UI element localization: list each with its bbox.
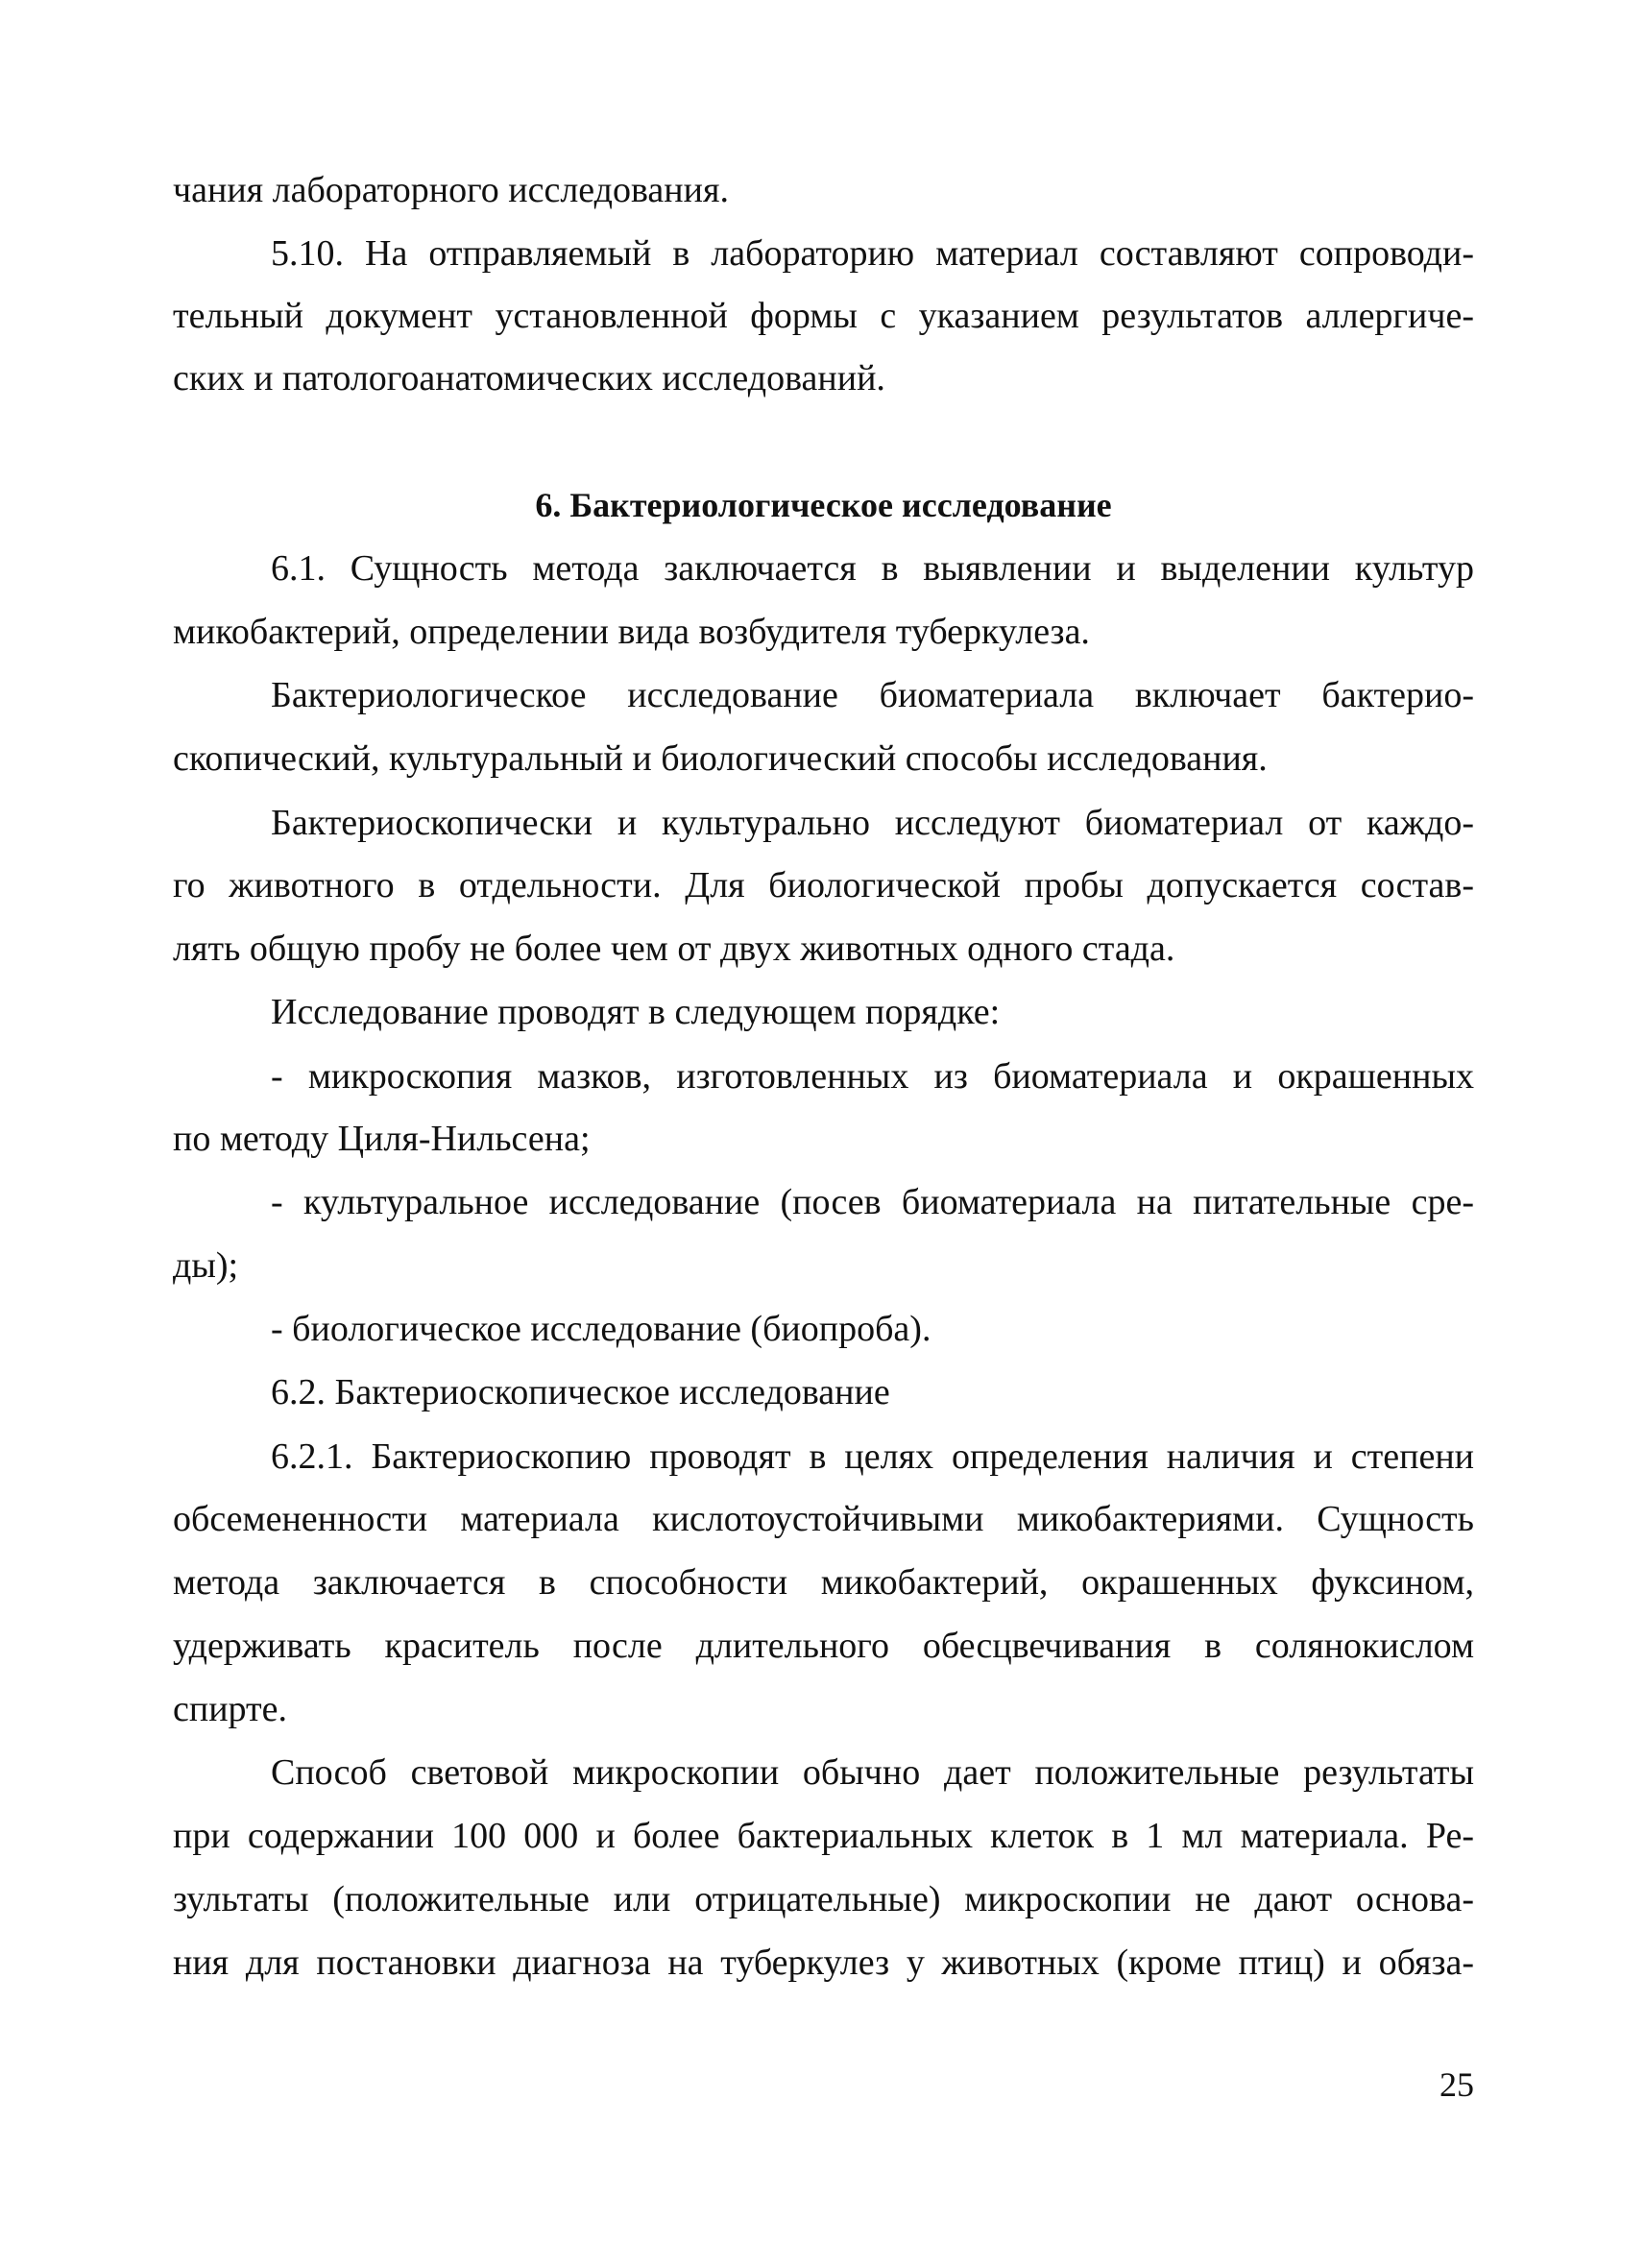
text-line: по методу Циля-Нильсена; [173,1119,591,1159]
section-heading: 6. Бактериологическое исследование [535,486,1112,524]
text-line: 6.1. Сущность метода заключается в выявлении и выделении культур [271,548,1474,589]
text-line: 5.10. На отправляемый в лабораторию материал составляют сопроводи- [271,233,1474,274]
text-line: метода заключается в способности микобактерий, окрашенных фуксином, [173,1562,1474,1603]
text-line: спирте. [173,1689,288,1729]
text-line: Исследование проводят в следующем порядке: [271,992,1001,1032]
text-line: тельный документ установленной формы с указанием результатов аллергиче- [173,296,1474,336]
text-line: Бактериологическое исследование биоматериала включает бактерио- [271,675,1474,715]
text-line: лять общую пробу не более чем от двух животных одного стада. [173,929,1175,969]
text-line: микобактерий, определении вида возбудителя туберкулеза. [173,612,1090,652]
text-line: удерживать краситель после длительного обесцвечивания в солянокислом [173,1626,1474,1666]
text-line: ды); [173,1245,239,1286]
list-item: - микроскопия мазков, изготовленных из биоматериала и окрашенных [271,1056,1474,1097]
subsection-title: 6.2. Бактериоскопическое исследование [271,1372,890,1412]
text-line: го животного в отдельности. Для биологической пробы допускается состав- [173,865,1474,905]
list-item: - биологическое исследование (биопроба). [271,1309,931,1349]
page-number: 25 [1439,2065,1474,2104]
text-line: ния для постановки диагноза на туберкулез у животных (кроме птиц) и обяза- [173,1942,1474,1983]
text-line: обсемененности материала кислотоустойчивыми микобактериями. Сущность [173,1499,1474,1539]
text-line: Способ световой микроскопии обычно дает положительные результаты [271,1752,1474,1793]
text-line: при содержании 100 000 и более бактериальных клеток в 1 мл материала. Ре- [173,1816,1474,1856]
text-line: скопический, культуральный и биологический способы исследования. [173,738,1268,779]
text-line: ских и патологоанатомических исследований. [173,358,885,398]
text-line: Бактериоскопически и культурально исследуют биоматериал от каждо- [271,803,1474,843]
list-item: - культуральное исследование (посев биоматериала на питательные сре- [271,1182,1474,1222]
text-line: зультаты (положительные или отрицательные) микроскопии не дают основа- [173,1879,1474,1919]
text-line: чания лабораторного исследования. [173,170,729,210]
text-line: 6.2.1. Бактериоскопию проводят в целях определения наличия и степени [271,1436,1474,1477]
